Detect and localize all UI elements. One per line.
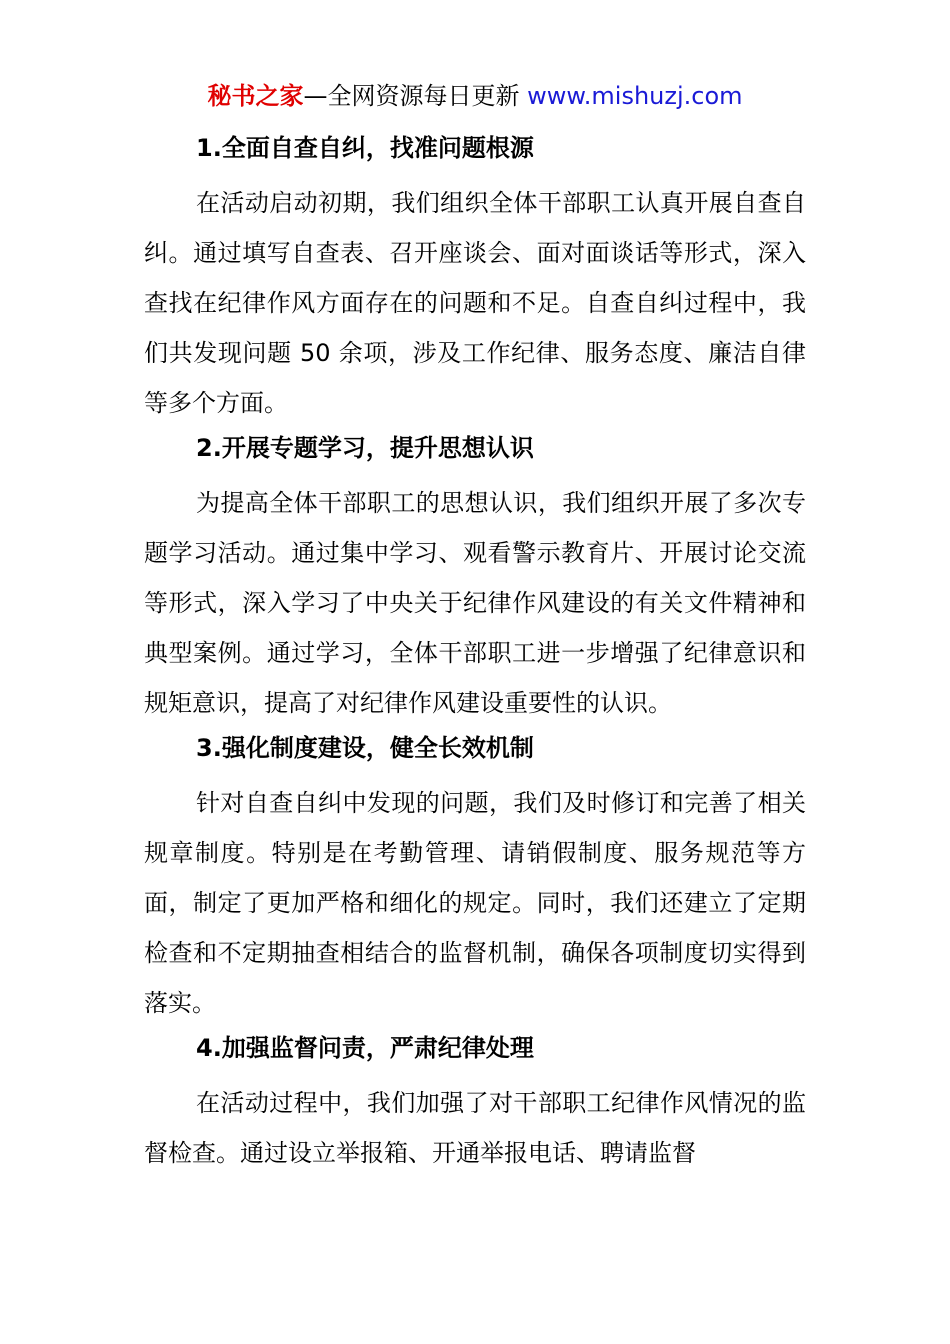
brand-name: 秘书之家 <box>207 82 304 110</box>
section-2 <box>144 428 806 728</box>
site-url-link[interactable]: www.mishuzj.com <box>527 82 743 110</box>
document-body <box>144 128 806 1178</box>
section-heading: 4.加强监督问责，严肃纪律处理 <box>196 1034 534 1062</box>
section-paragraph: 针对自查自纠中发现的问题，我们及时修订和完善了相关规章制度。特别是在考勤管理、请销假制度、服务规范等方面，制定了更加严格和细化的规定。同时，我们还建立了定期检查和不定期抽查相结合的监督机制，确保各项制度切实得到落实。 <box>144 789 806 1017</box>
section-paragraph: 在活动过程中，我们加强了对干部职工纪律作风情况的监督检查。通过设立举报箱、开通举报电话、聘请监督 <box>144 1089 806 1167</box>
site-header <box>0 78 950 114</box>
section-heading: 3.强化制度建设，健全长效机制 <box>196 734 534 762</box>
section-paragraph: 为提高全体干部职工的思想认识，我们组织开展了多次专题学习活动。通过集中学习、观看警示教育片、开展讨论交流等形式，深入学习了中央关于纪律作风建设的有关文件精神和典型案例。通过学习，全体干部职工进一步增强了纪律意识和规矩意识，提高了对纪律作风建设重要性的认识。 <box>144 489 806 717</box>
header-tagline: —全网资源每日更新 <box>303 82 520 110</box>
section-heading: 1.全面自查自纠，找准问题根源 <box>196 134 534 162</box>
section-1 <box>144 128 806 428</box>
section-paragraph: 在活动启动初期，我们组织全体干部职工认真开展自查自纠。通过填写自查表、召开座谈会、面对面谈话等形式，深入查找在纪律作风方面存在的问题和不足。自查自纠过程中，我们共发现问题 50 余项，涉及工作纪律、服务态度、廉洁自律等多个方面。 <box>144 189 806 417</box>
section-4 <box>144 1028 806 1178</box>
section-heading: 2.开展专题学习，提升思想认识 <box>196 434 534 462</box>
section-3 <box>144 728 806 1028</box>
